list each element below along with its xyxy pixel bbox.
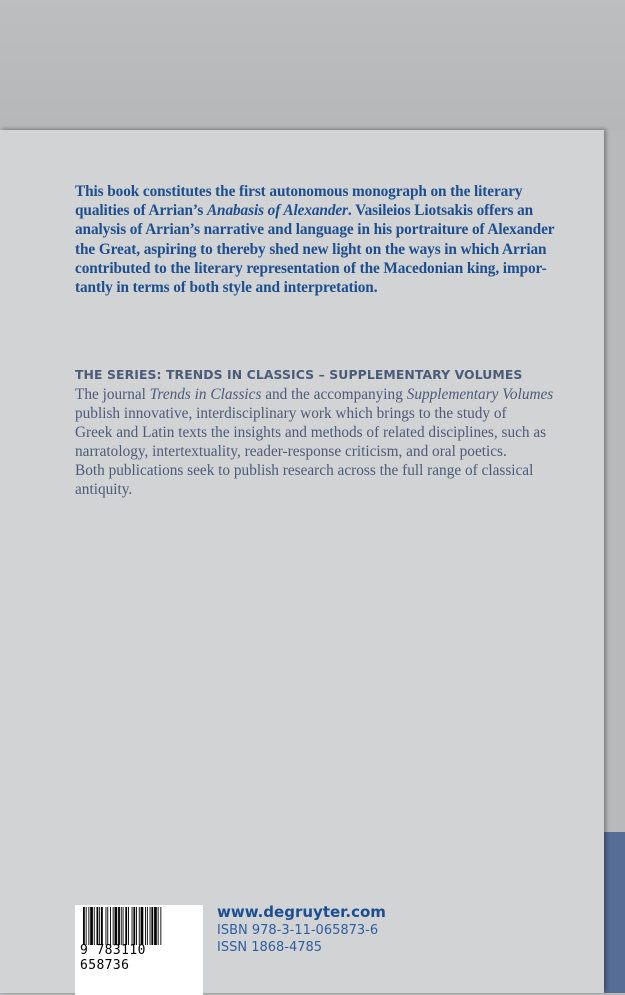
barcode-bar (113, 907, 114, 945)
barcode-bar (107, 907, 108, 945)
text-line (75, 201, 554, 220)
text-segment: and the accompanying (261, 386, 407, 403)
barcode-bar (133, 907, 135, 945)
barcode-bar (147, 907, 148, 945)
series-description (75, 365, 553, 499)
text-line (75, 220, 554, 239)
series-heading: THE SERIES: TRENDS IN CLASSICS – SUPPLEMENTARY VOLUMES (75, 367, 523, 382)
text-line (75, 385, 553, 404)
text-segment: narratology, intertextuality, reader-response criticism, and oral poetics. (75, 443, 507, 460)
barcode-bar (136, 907, 137, 945)
barcode-bar (101, 907, 103, 945)
series-body (75, 385, 553, 499)
barcode-bar (139, 907, 140, 945)
text-segment: The journal (75, 386, 150, 403)
barcode-bar (97, 907, 99, 945)
text-segment: This book constitutes the first autonomous monograph on the literary (75, 183, 523, 200)
text-segment: qualities of Arrian’s (75, 202, 207, 220)
text-line (75, 442, 553, 461)
book-back-cover (0, 130, 604, 993)
text-line (75, 423, 553, 442)
text-line (75, 278, 554, 297)
background-top (0, 0, 625, 130)
publisher-url[interactable]: www.degruyter.com (217, 903, 386, 921)
text-segment: Greek and Latin texts the insights and methods of related disciplines, such as (75, 424, 547, 441)
text-line (75, 461, 553, 480)
text-line (75, 240, 554, 259)
text-segment: tantly in terms of both style and interpretation. (75, 279, 378, 297)
barcode-bar (94, 907, 95, 945)
barcode-bar (121, 907, 122, 945)
text-segment: the Great, aspiring to thereby shed new light on the ways in which Arrian (75, 240, 547, 258)
publisher-info (217, 903, 386, 956)
text-line (75, 182, 554, 201)
barcode-bar (141, 907, 144, 945)
barcode-bar (123, 907, 124, 945)
barcode-bar (86, 907, 87, 945)
text-line (75, 404, 553, 423)
barcode-bar (132, 907, 133, 945)
barcode-bar (90, 907, 93, 945)
text-segment: . Vasileios Liotsakis offers an (347, 202, 534, 220)
barcode (75, 905, 203, 995)
barcode-bar (106, 907, 107, 945)
italic-title: Supplementary Volumes (406, 386, 554, 403)
barcode-bar (128, 907, 129, 945)
text-line (75, 480, 553, 499)
barcode-bar (158, 907, 159, 945)
barcode-bar (160, 907, 161, 945)
text-segment: publish innovative, interdisciplinary work which brings to the study of (75, 405, 507, 422)
barcode-bar (151, 907, 153, 945)
text-line (75, 259, 554, 278)
text-segment: Both publications seek to publish research across the full range of classical (75, 462, 534, 479)
barcode-digits: 9 783110 658736 (80, 943, 146, 973)
barcode-bar (88, 907, 89, 945)
barcode-bar (115, 907, 118, 945)
barcode-bar (125, 907, 127, 945)
italic-title: Trends in Classics (149, 386, 262, 403)
barcode-bar (118, 907, 120, 945)
barcode-bar (145, 907, 146, 945)
text-segment: antiquity. (75, 481, 133, 498)
barcode-bar (99, 907, 100, 945)
text-segment: analysis of Arrian’s narrative and language in his portraiture of Alexander (75, 221, 555, 239)
barcode-bars (83, 907, 195, 945)
barcode-bar (110, 907, 111, 945)
background-blue-strip (604, 832, 625, 993)
text-segment: contributed to the literary representation of the Macedonian king, impor- (75, 259, 547, 277)
barcode-bar (154, 907, 157, 945)
issn: ISSN 1868-4785 (217, 940, 323, 955)
book-blurb (75, 182, 554, 297)
isbn: ISBN 978-3-11-065873-6 (217, 923, 379, 938)
italic-title: Anabasis of Alexander (206, 202, 348, 220)
barcode-bar (150, 907, 151, 945)
barcode-bar (83, 907, 85, 945)
